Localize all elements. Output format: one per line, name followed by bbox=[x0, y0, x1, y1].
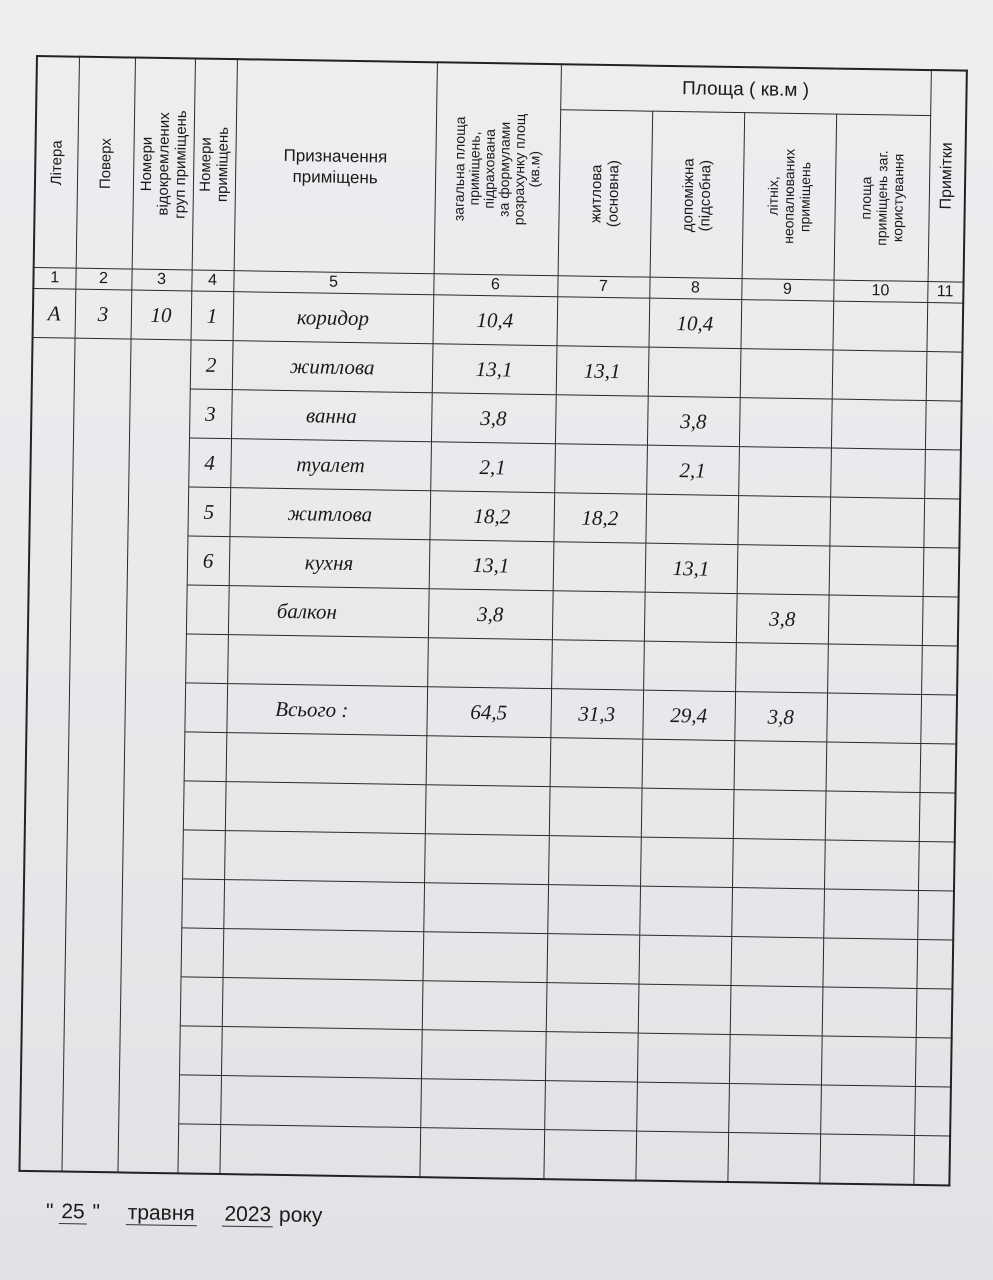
cell-summer bbox=[740, 300, 833, 350]
col-num: 11 bbox=[927, 282, 963, 304]
cell-residential: 13,1 bbox=[556, 346, 649, 396]
cell-summer: 3,8 bbox=[736, 594, 829, 644]
cell-total: 2,1 bbox=[430, 442, 555, 493]
header-total-area: загальна площа приміщень, підрахована за формулами розрахунку площ (кв.м) bbox=[434, 62, 561, 275]
cell-summer bbox=[739, 398, 832, 448]
col-num: 9 bbox=[741, 279, 833, 301]
cell-floor: 3 bbox=[75, 289, 132, 339]
cell-auxiliary bbox=[645, 494, 738, 544]
header-purpose: Призначення приміщень bbox=[234, 59, 437, 274]
cell-purpose: житлова bbox=[229, 488, 430, 540]
cell-total: 3,8 bbox=[428, 589, 553, 640]
cell-common bbox=[832, 350, 927, 400]
cell-notes bbox=[924, 450, 961, 500]
totals-common bbox=[826, 693, 921, 743]
col-num: 7 bbox=[557, 276, 649, 298]
header-residential: житлова (основна) bbox=[558, 110, 653, 277]
cell-group: 10 bbox=[131, 290, 192, 340]
cell-room: 5 bbox=[187, 487, 230, 537]
cell-common bbox=[829, 546, 924, 596]
header-common: площа приміщень заг. користування bbox=[834, 114, 931, 281]
col-num: 6 bbox=[433, 274, 557, 297]
header-notes: Примітки bbox=[928, 70, 967, 282]
col-num: 8 bbox=[649, 277, 741, 299]
cell-residential bbox=[553, 542, 646, 592]
header-area-group: Площа ( кв.м ) bbox=[560, 64, 931, 115]
date-year-word: року bbox=[278, 1203, 323, 1228]
totals-notes bbox=[920, 694, 957, 744]
cell-residential bbox=[552, 591, 645, 641]
totals-auxiliary: 29,4 bbox=[642, 690, 735, 740]
cell-residential bbox=[554, 444, 647, 494]
cell-purpose: житлова bbox=[232, 341, 433, 393]
totals-residential: 31,3 bbox=[550, 689, 643, 739]
cell-auxiliary: 2,1 bbox=[646, 445, 739, 495]
cell-room bbox=[186, 585, 229, 635]
col-num: 10 bbox=[833, 280, 927, 302]
cell-summer bbox=[740, 349, 833, 399]
date-day: 25 bbox=[59, 1200, 87, 1224]
date-month: травня bbox=[125, 1201, 196, 1226]
date-quote-close: " bbox=[92, 1200, 101, 1224]
cell-room bbox=[184, 683, 227, 733]
cell-purpose: балкон bbox=[228, 586, 429, 638]
cell-common bbox=[831, 399, 926, 449]
cell-room: 6 bbox=[187, 536, 230, 586]
cell-purpose: коридор bbox=[233, 292, 434, 344]
cell-total: 13,1 bbox=[429, 540, 554, 591]
cell-common bbox=[830, 448, 925, 498]
cell-auxiliary bbox=[648, 347, 741, 397]
cell-residential: 18,2 bbox=[553, 493, 646, 543]
cell-total: 18,2 bbox=[429, 491, 554, 542]
cell-room: 1 bbox=[191, 291, 234, 341]
cell-notes bbox=[926, 352, 963, 402]
header-litera: Літера bbox=[34, 56, 79, 268]
header-auxiliary: допоміжна (підсобна) bbox=[650, 111, 745, 278]
header-room-numbers: Номери приміщень bbox=[192, 58, 237, 270]
cell-purpose: кухня bbox=[229, 537, 430, 589]
document-date bbox=[46, 1200, 323, 1228]
cell-total: 3,8 bbox=[431, 393, 556, 444]
cell-residential bbox=[556, 297, 649, 347]
cell-notes bbox=[926, 303, 963, 353]
totals-total: 64,5 bbox=[426, 687, 551, 738]
explication-table bbox=[18, 55, 967, 1187]
cell-common bbox=[828, 595, 923, 645]
header-group-numbers: Номери відокремлених груп приміщень bbox=[132, 58, 195, 270]
date-quote-open: " bbox=[45, 1199, 54, 1223]
cell-common bbox=[829, 497, 924, 547]
cell-litera: А bbox=[33, 288, 76, 338]
col-num: 4 bbox=[191, 270, 233, 292]
col-num: 3 bbox=[131, 269, 191, 291]
cell-purpose: туалет bbox=[230, 439, 431, 491]
cell-summer bbox=[737, 545, 830, 595]
cell-notes bbox=[925, 401, 962, 451]
cell-purpose: ванна bbox=[231, 390, 432, 442]
cell-notes bbox=[923, 547, 960, 597]
cell-room: 4 bbox=[188, 438, 231, 488]
totals-summer: 3,8 bbox=[734, 692, 827, 742]
cell-room: 2 bbox=[190, 340, 233, 390]
cell-auxiliary: 10,4 bbox=[648, 298, 741, 348]
cell-notes bbox=[922, 596, 959, 646]
cell-auxiliary: 3,8 bbox=[647, 396, 740, 446]
totals-label: Всього : bbox=[226, 684, 427, 736]
room-area-form bbox=[18, 55, 976, 1220]
cell-total: 13,1 bbox=[432, 344, 557, 395]
cell-room: 3 bbox=[189, 389, 232, 439]
cell-notes bbox=[923, 499, 960, 549]
header-floor: Поверх bbox=[76, 57, 135, 269]
col-num: 5 bbox=[233, 271, 433, 295]
header-summer: літніх, неопалюваних приміщень bbox=[742, 113, 837, 280]
cell-summer bbox=[737, 496, 830, 546]
date-year: 2023 bbox=[222, 1203, 273, 1228]
cell-summer bbox=[738, 447, 831, 497]
cell-total: 10,4 bbox=[433, 295, 558, 346]
col-num: 1 bbox=[33, 267, 75, 289]
col-num: 2 bbox=[75, 268, 131, 290]
cell-auxiliary: 13,1 bbox=[645, 543, 738, 593]
cell-residential bbox=[555, 395, 648, 445]
cell-common bbox=[832, 301, 927, 351]
cell-auxiliary bbox=[644, 592, 737, 642]
